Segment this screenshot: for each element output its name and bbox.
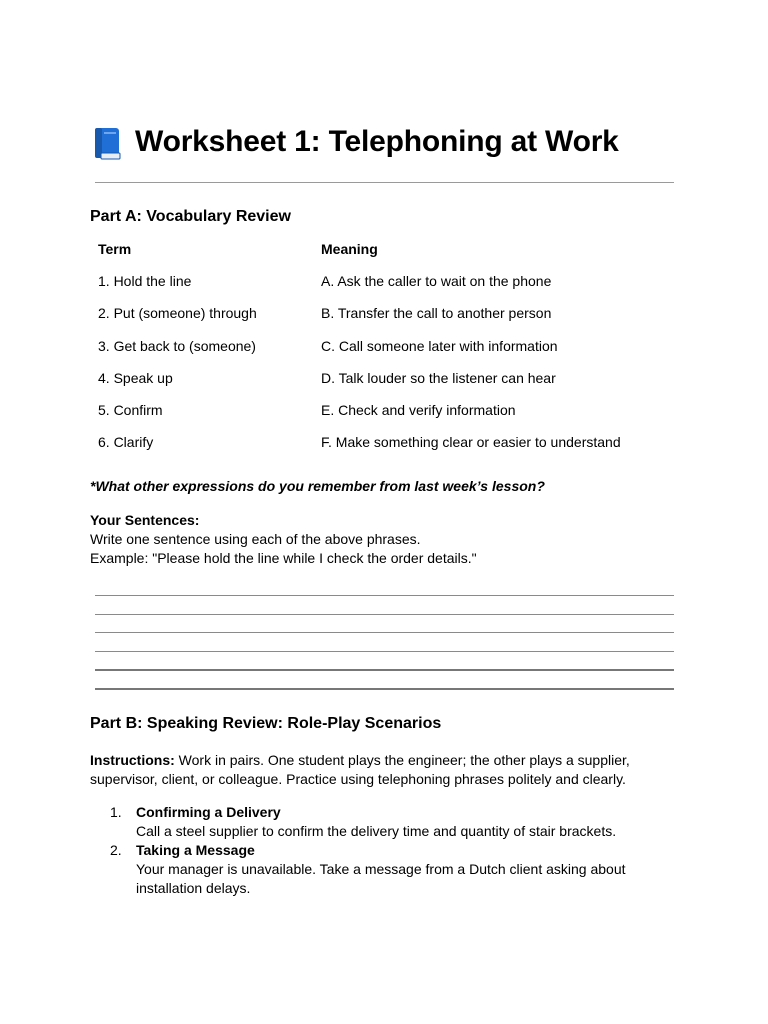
scenario-number: 1. — [110, 804, 122, 820]
writing-line[interactable] — [95, 614, 674, 615]
review-question: *What other expressions do you remember from last week’s lesson? — [90, 478, 545, 494]
meaning-cell: C. Call someone later with information — [321, 337, 558, 354]
term-cell: 4. Speak up — [98, 369, 173, 386]
term-cell: 6. Clarify — [98, 434, 154, 451]
scenario-title: Taking a Message — [136, 842, 255, 858]
table-row — [98, 370, 658, 402]
title-text: Worksheet 1: Telephoning at Work — [135, 125, 619, 158]
writing-line[interactable] — [95, 651, 674, 652]
part-b-heading: Part B: Speaking Review: Role-Play Scenarios — [90, 715, 442, 732]
column-header-term: Term — [98, 241, 132, 257]
term-cell: 1. Hold the line — [98, 273, 192, 289]
book-icon — [92, 127, 124, 161]
meaning-cell: F. Make something clear or easier to understand — [321, 434, 621, 451]
scenario-text: Call a steel supplier to confirm the delivery time and quantity of stair brackets. — [136, 823, 617, 839]
term-cell: 3. Get back to (someone) — [98, 337, 256, 354]
writing-line[interactable] — [95, 669, 674, 671]
table-row — [98, 402, 658, 434]
meaning-cell: B. Transfer the call to another person — [321, 305, 552, 322]
term-cell: 2. Put (someone) through — [98, 305, 257, 322]
table-row — [98, 273, 658, 305]
sentences-label: Your Sentences: — [90, 512, 200, 528]
instructions-text: Work in pairs. One student plays the engineer; the other plays a supplier, supervisor, client, or colleague. Practice using telephoning phrases politely and clearly. — [90, 752, 630, 787]
table-row — [98, 338, 658, 370]
scenario-list — [110, 803, 630, 898]
column-header-meaning: Meaning — [321, 241, 378, 257]
list-item — [110, 841, 630, 898]
instructions-paragraph — [90, 751, 650, 789]
writing-line[interactable] — [95, 632, 674, 633]
sentences-example: Example: "Please hold the line while I check the order details." — [90, 550, 477, 566]
page-title — [92, 121, 619, 163]
term-cell: 5. Confirm — [98, 402, 163, 419]
scenario-text: Your manager is unavailable. Take a message from a Dutch client asking about installation delays. — [136, 861, 626, 896]
table-header-row — [98, 241, 658, 273]
instructions-label: Instructions: — [90, 752, 175, 768]
scenario-title: Confirming a Delivery — [136, 804, 281, 820]
writing-line[interactable] — [95, 595, 674, 596]
meaning-cell: D. Talk louder so the listener can hear — [321, 369, 556, 386]
vocabulary-table — [98, 241, 658, 467]
table-row — [98, 434, 658, 466]
meaning-cell: A. Ask the caller to wait on the phone — [321, 273, 552, 289]
title-divider — [95, 182, 674, 183]
sentences-instruction: Write one sentence using each of the above phrases. — [90, 531, 421, 547]
part-a-heading: Part A: Vocabulary Review — [90, 208, 291, 225]
list-item — [110, 803, 630, 841]
writing-line[interactable] — [95, 688, 674, 690]
meaning-cell: E. Check and verify information — [321, 402, 516, 419]
table-row — [98, 305, 658, 337]
scenario-number: 2. — [110, 842, 122, 858]
